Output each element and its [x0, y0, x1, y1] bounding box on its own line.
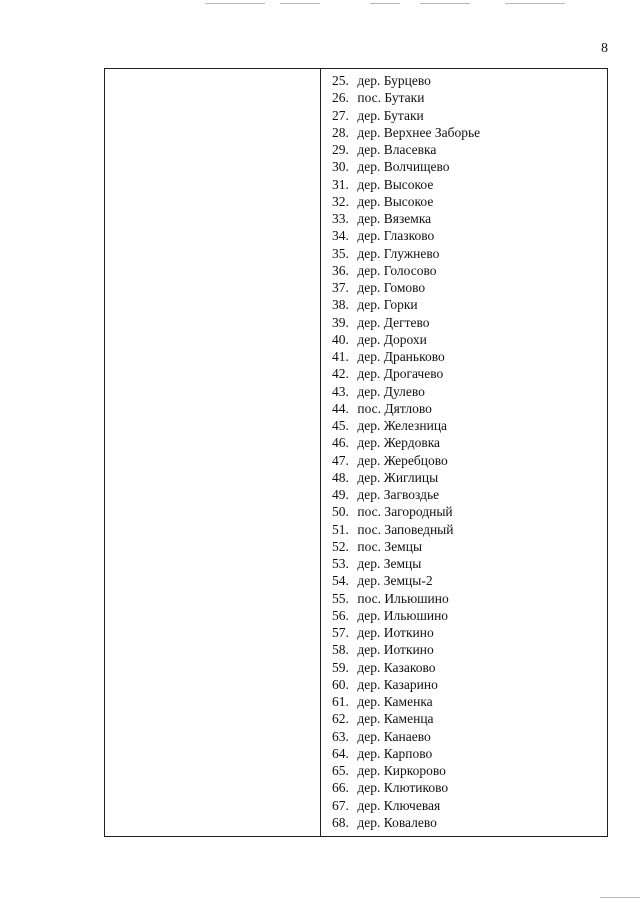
list-item [332, 72, 607, 89]
list-item-name: дер. Дегтево [357, 314, 430, 330]
list-item-name: дер. Верхнее Заборье [357, 124, 481, 140]
scan-artifact-top [420, 3, 470, 4]
scan-artifact-top [205, 3, 265, 4]
list-item [332, 176, 607, 193]
list-item-number: 68. [332, 814, 349, 830]
list-item-name: дер. Клютиково [357, 780, 449, 796]
list-item [332, 555, 607, 572]
list-item-number: 59. [332, 659, 349, 675]
list-item-number: 62. [332, 711, 349, 727]
list-item-name: дер. Дулево [357, 383, 425, 399]
list-item-number: 63. [332, 728, 349, 744]
list-item-number: 61. [332, 694, 349, 709]
list-item-name: дер. Волчищево [357, 159, 450, 175]
list-item-name: дер. Власевка [357, 142, 437, 157]
list-item-name: дер. Иоткино [357, 642, 434, 658]
list-item [332, 797, 607, 814]
table-left-column [105, 69, 321, 836]
list-item-number: 45. [332, 418, 349, 433]
list-item-name: дер. Казарино [357, 676, 438, 692]
list-item [332, 314, 607, 331]
list-item-number: 49. [332, 487, 349, 502]
list-item-number: 52. [332, 538, 349, 554]
list-item-number: 46. [332, 435, 349, 451]
list-item-name: дер. Канаево [357, 728, 431, 744]
list-item-name: пос. Загородный [357, 504, 453, 520]
list-item-name: пос. Ильюшино [357, 590, 449, 606]
list-item-number: 29. [332, 142, 349, 157]
list-item [332, 227, 607, 244]
list-item-name: дер. Гомово [357, 280, 426, 295]
list-item-name: дер. Высокое [357, 193, 434, 209]
list-item-name: дер. Бурцево [357, 73, 431, 88]
list-item-name: дер. Высокое [357, 176, 434, 192]
list-item [332, 158, 607, 175]
list-item-number: 64. [332, 745, 349, 761]
scan-artifact-bottom [600, 897, 640, 898]
list-item [332, 400, 607, 417]
list-item [332, 572, 607, 589]
list-item-number: 50. [332, 504, 349, 520]
scan-artifact-top [280, 3, 320, 4]
list-item [332, 503, 607, 520]
list-item-name: дер. Ковалево [357, 814, 437, 830]
list-item-number: 30. [332, 159, 349, 175]
list-item [332, 676, 607, 693]
list-item [332, 124, 607, 141]
list-item-name: дер. Каменка [357, 694, 433, 709]
list-item-name: дер. Глазково [357, 228, 435, 244]
list-item-number: 44. [332, 400, 349, 416]
list-item-name: дер. Бутаки [357, 107, 424, 123]
list-item [332, 383, 607, 400]
list-item [332, 193, 607, 210]
list-item [332, 245, 607, 262]
list-item-name: дер. Драньково [357, 349, 445, 364]
list-item-number: 65. [332, 763, 349, 778]
list-item-number: 47. [332, 452, 349, 468]
list-item-name: дер. Ильюшино [357, 607, 449, 623]
list-item-number: 25. [332, 73, 349, 88]
list-item-number: 53. [332, 556, 349, 571]
list-item-name: дер. Земцы [357, 556, 422, 571]
list-item [332, 365, 607, 382]
list-item-name: дер. Жердовка [357, 435, 441, 451]
list-item-name: дер. Иоткино [357, 625, 434, 640]
list-item [332, 279, 607, 296]
list-item-name: дер. Земцы-2 [357, 573, 433, 589]
list-item [332, 710, 607, 727]
list-item [332, 348, 607, 365]
list-item-number: 36. [332, 262, 349, 278]
list-item [332, 624, 607, 641]
list-item [332, 296, 607, 313]
list-item-number: 34. [332, 228, 349, 244]
list-item-number: 41. [332, 349, 349, 364]
list-item-name: дер. Казаково [357, 659, 436, 675]
list-item-name: дер. Горки [357, 297, 418, 313]
list-item [332, 486, 607, 503]
list-item-number: 26. [332, 90, 349, 106]
settlement-list [321, 69, 607, 831]
list-item [332, 659, 607, 676]
list-item-number: 51. [332, 521, 349, 537]
list-item-number: 54. [332, 573, 349, 589]
list-item-number: 60. [332, 676, 349, 692]
list-item [332, 469, 607, 486]
list-item-number: 35. [332, 245, 349, 261]
list-item [332, 641, 607, 658]
list-item-number: 37. [332, 280, 349, 295]
list-item [332, 417, 607, 434]
list-item-name: дер. Железница [357, 418, 448, 433]
list-item [332, 779, 607, 796]
list-item [332, 452, 607, 469]
list-item-name: дер. Дорохи [357, 331, 427, 347]
list-item-number: 27. [332, 107, 349, 123]
list-item [332, 607, 607, 624]
list-item-number: 38. [332, 297, 349, 313]
list-item-name: дер. Каменца [357, 711, 434, 727]
list-item-number: 67. [332, 797, 349, 813]
list-item-name: дер. Дрогачево [357, 366, 444, 382]
list-item [332, 745, 607, 762]
list-item-number: 58. [332, 642, 349, 658]
list-item-number: 32. [332, 193, 349, 209]
list-item-number: 33. [332, 211, 349, 226]
list-item-name: пос. Земцы [357, 538, 423, 554]
list-item [332, 521, 607, 538]
scan-artifact-top [370, 3, 400, 4]
list-item-number: 28. [332, 124, 349, 140]
list-item [332, 107, 607, 124]
list-item [332, 331, 607, 348]
list-item [332, 434, 607, 451]
list-item [332, 814, 607, 831]
list-item [332, 210, 607, 227]
list-item-number: 40. [332, 331, 349, 347]
list-item-name: дер. Загвоздье [357, 487, 440, 502]
list-item-name: дер. Голосово [357, 262, 437, 278]
list-item [332, 262, 607, 279]
list-item-name: пос. Заповедный [357, 521, 454, 537]
list-item-name: дер. Киркорово [357, 763, 446, 778]
list-item [332, 89, 607, 106]
list-item [332, 728, 607, 745]
list-item-number: 43. [332, 383, 349, 399]
scan-artifact-top [505, 3, 565, 4]
list-item-name: пос. Дятлово [357, 400, 432, 416]
list-item [332, 590, 607, 607]
list-item-number: 48. [332, 469, 349, 485]
list-item-number: 55. [332, 590, 349, 606]
list-item-name: дер. Вяземка [357, 211, 432, 226]
list-item-name: дер. Жеребцово [357, 452, 448, 468]
list-item-name: дер. Жиглицы [357, 469, 439, 485]
list-item-name: пос. Бутаки [357, 90, 425, 106]
list-item-name: дер. Карпово [357, 745, 433, 761]
list-item [332, 762, 607, 779]
list-item-number: 42. [332, 366, 349, 382]
list-item-number: 57. [332, 625, 349, 640]
list-item [332, 538, 607, 555]
list-item [332, 693, 607, 710]
list-item-number: 66. [332, 780, 349, 796]
list-item-name: дер. Ключевая [357, 797, 441, 813]
list-item-number: 56. [332, 607, 349, 623]
table-right-column [321, 69, 607, 836]
list-item [332, 141, 607, 158]
list-item-number: 31. [332, 176, 349, 192]
list-item-name: дер. Глужнево [357, 245, 440, 261]
settlements-table [104, 68, 608, 837]
list-item-number: 39. [332, 314, 349, 330]
page-number: 8 [601, 41, 608, 56]
